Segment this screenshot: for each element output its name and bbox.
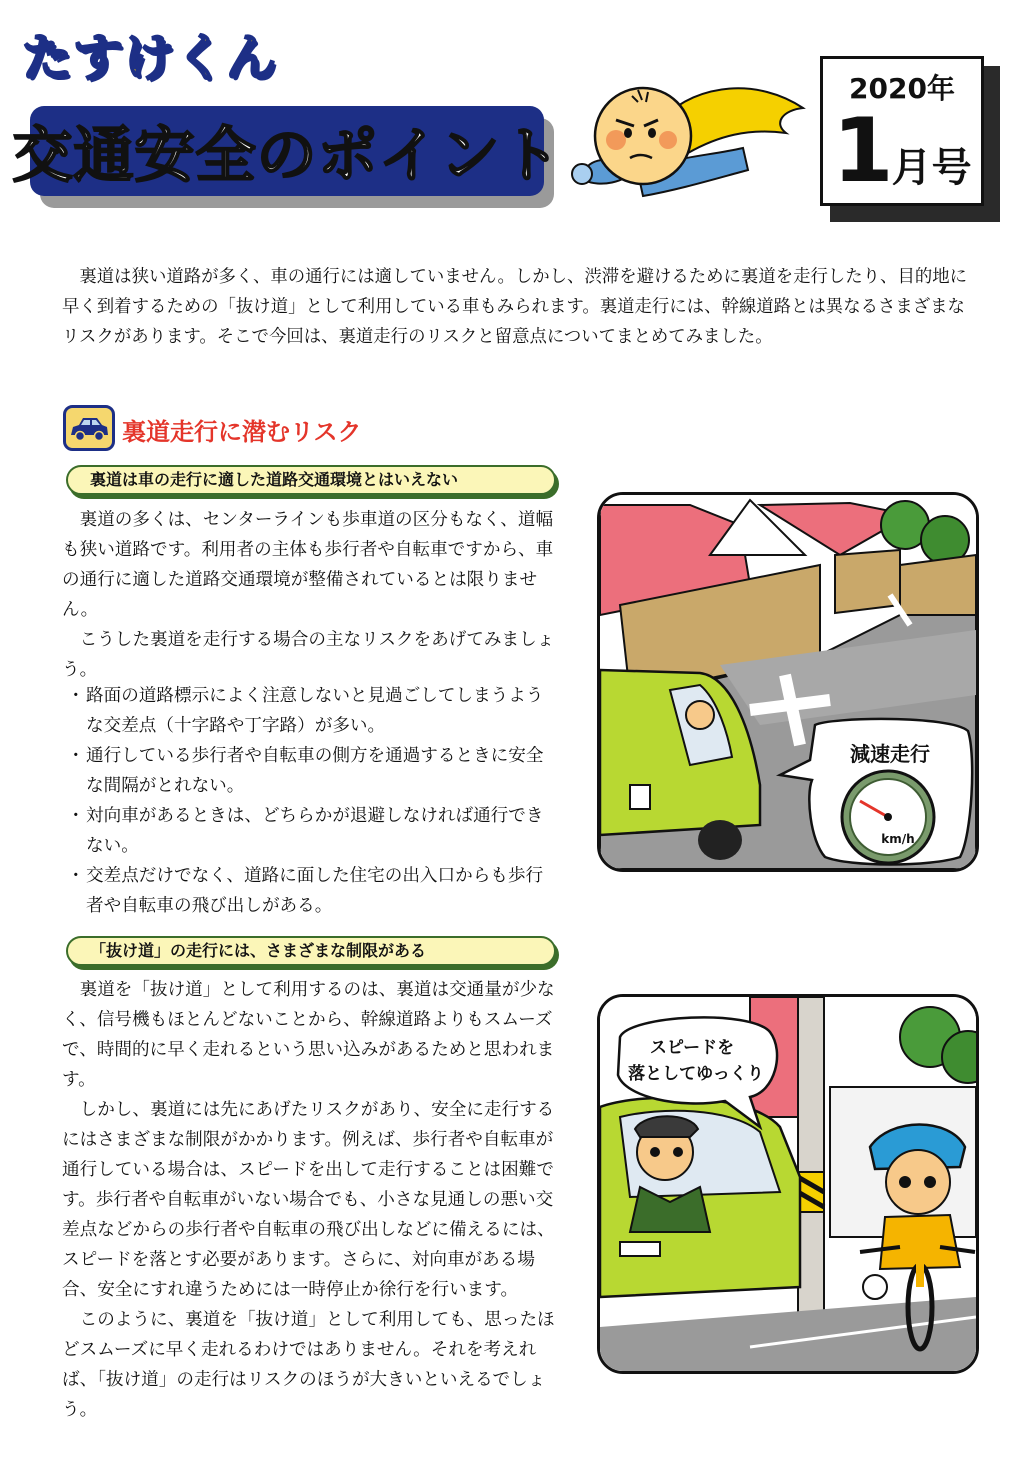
- bubble-line1: スピードを: [649, 1038, 735, 1058]
- section2-body: [62, 975, 560, 1425]
- car-icon: [63, 405, 115, 451]
- list-item-text: 路面の道路標示によく注意しないと見過ごしてしまうような交差点（十字路や丁字路）が多い。: [86, 686, 544, 736]
- brand-logo: たすけくん: [22, 29, 277, 87]
- issue-number: 1: [832, 99, 892, 202]
- section2-paragraph: このように、裏道を「抜け道」として利用しても、思ったほどスムーズに早く走れるわけではありません。それを考えれば、「抜け道」の走行はリスクのほうが大きいといえるでしょう。: [62, 1310, 555, 1420]
- speedometer-caption: 減速走行: [850, 742, 930, 766]
- issue-month: [823, 99, 981, 202]
- cyclist-illustration: [597, 994, 979, 1374]
- list-item-text: 交差点だけでなく、道路に面した住宅の出入口からも歩行者や自転車の飛び出しがある。: [86, 866, 544, 916]
- bullet-mark: ・: [67, 686, 85, 706]
- mascot-illustration: [568, 78, 818, 208]
- issue-date-box: [820, 56, 984, 206]
- list-item-text: 通行している歩行者や自転車の側方を通過するときに安全な間隔がとれない。: [86, 746, 544, 796]
- intro-paragraph: 裏道は狭い道路が多く、車の通行には適していません。しかし、渋滞を避けるために裏道を走行したり、目的地に早く到着するための「抜け道」として利用している車もみられます。裏道走行には、幹線道路とは異なるさまざまなリスクがあります。そこで今回は、裏道走行のリスクと留意点についてまとめてみました。: [62, 267, 968, 347]
- risk-list: [62, 681, 560, 921]
- title-banner: [12, 106, 562, 196]
- subheading-1: 裏道は車の走行に適した道路交通環境とはいえない: [66, 465, 556, 495]
- bullet-mark: ・: [67, 866, 85, 886]
- list-item: [62, 861, 560, 921]
- section-title: 裏道走行に潜むリスク: [122, 418, 362, 446]
- section1-paragraph: こうした裏道を走行する場合の主なリスクをあげてみましょう。: [62, 630, 555, 680]
- list-item: [62, 681, 560, 741]
- section2-paragraph: 裏道を「抜け道」として利用するのは、裏道は交通量が少なく、信号機もほとんどないことから、幹線道路よりもスムーズで、時間的に早く走れるという思い込みがあるためと思われます。: [62, 980, 555, 1090]
- subheading-2: 「抜け道」の走行には、さまざまな制限がある: [66, 936, 556, 966]
- list-item: [62, 741, 560, 801]
- bullet-mark: ・: [67, 806, 85, 826]
- list-item-text: 対向車があるときは、どちらかが退避しなければ通行できない。: [86, 806, 544, 856]
- section1-paragraph: 裏道の多くは、センターラインも歩車道の区分もなく、道幅も狭い道路です。利用者の主体も歩行者や自転車ですから、車の通行に適した道路交通環境が整備されているとは限りません。: [62, 510, 554, 620]
- list-item: [62, 801, 560, 861]
- bullet-mark: ・: [67, 746, 85, 766]
- section2-paragraph: しかし、裏道には先にあげたリスクがあり、安全に走行するにはさまざまな制限がかかります。例えば、歩行者や自転車が通行している場合は、スピードを出して走行することは困難です。歩行者や自転車がいない場合でも、小さな見通しの悪い交差点などからの歩行者や自転車の飛び出しなどに備えるには、スピードを落とす必要があります。さらに、対向車がある場合、安全にすれ違うためには一時停止か徐行を行います。: [62, 1100, 555, 1300]
- bubble-line2: 落としてゆっくり: [628, 1064, 764, 1084]
- page-title: 交通安全のポイント: [12, 121, 562, 191]
- issue-year: 2020年: [849, 72, 955, 105]
- speedometer-icon: [842, 771, 934, 863]
- gauge-unit: km/h: [881, 832, 915, 846]
- section1-body: [62, 505, 560, 685]
- issue-suffix: 月号: [891, 145, 972, 191]
- slow-driving-illustration: [597, 492, 979, 872]
